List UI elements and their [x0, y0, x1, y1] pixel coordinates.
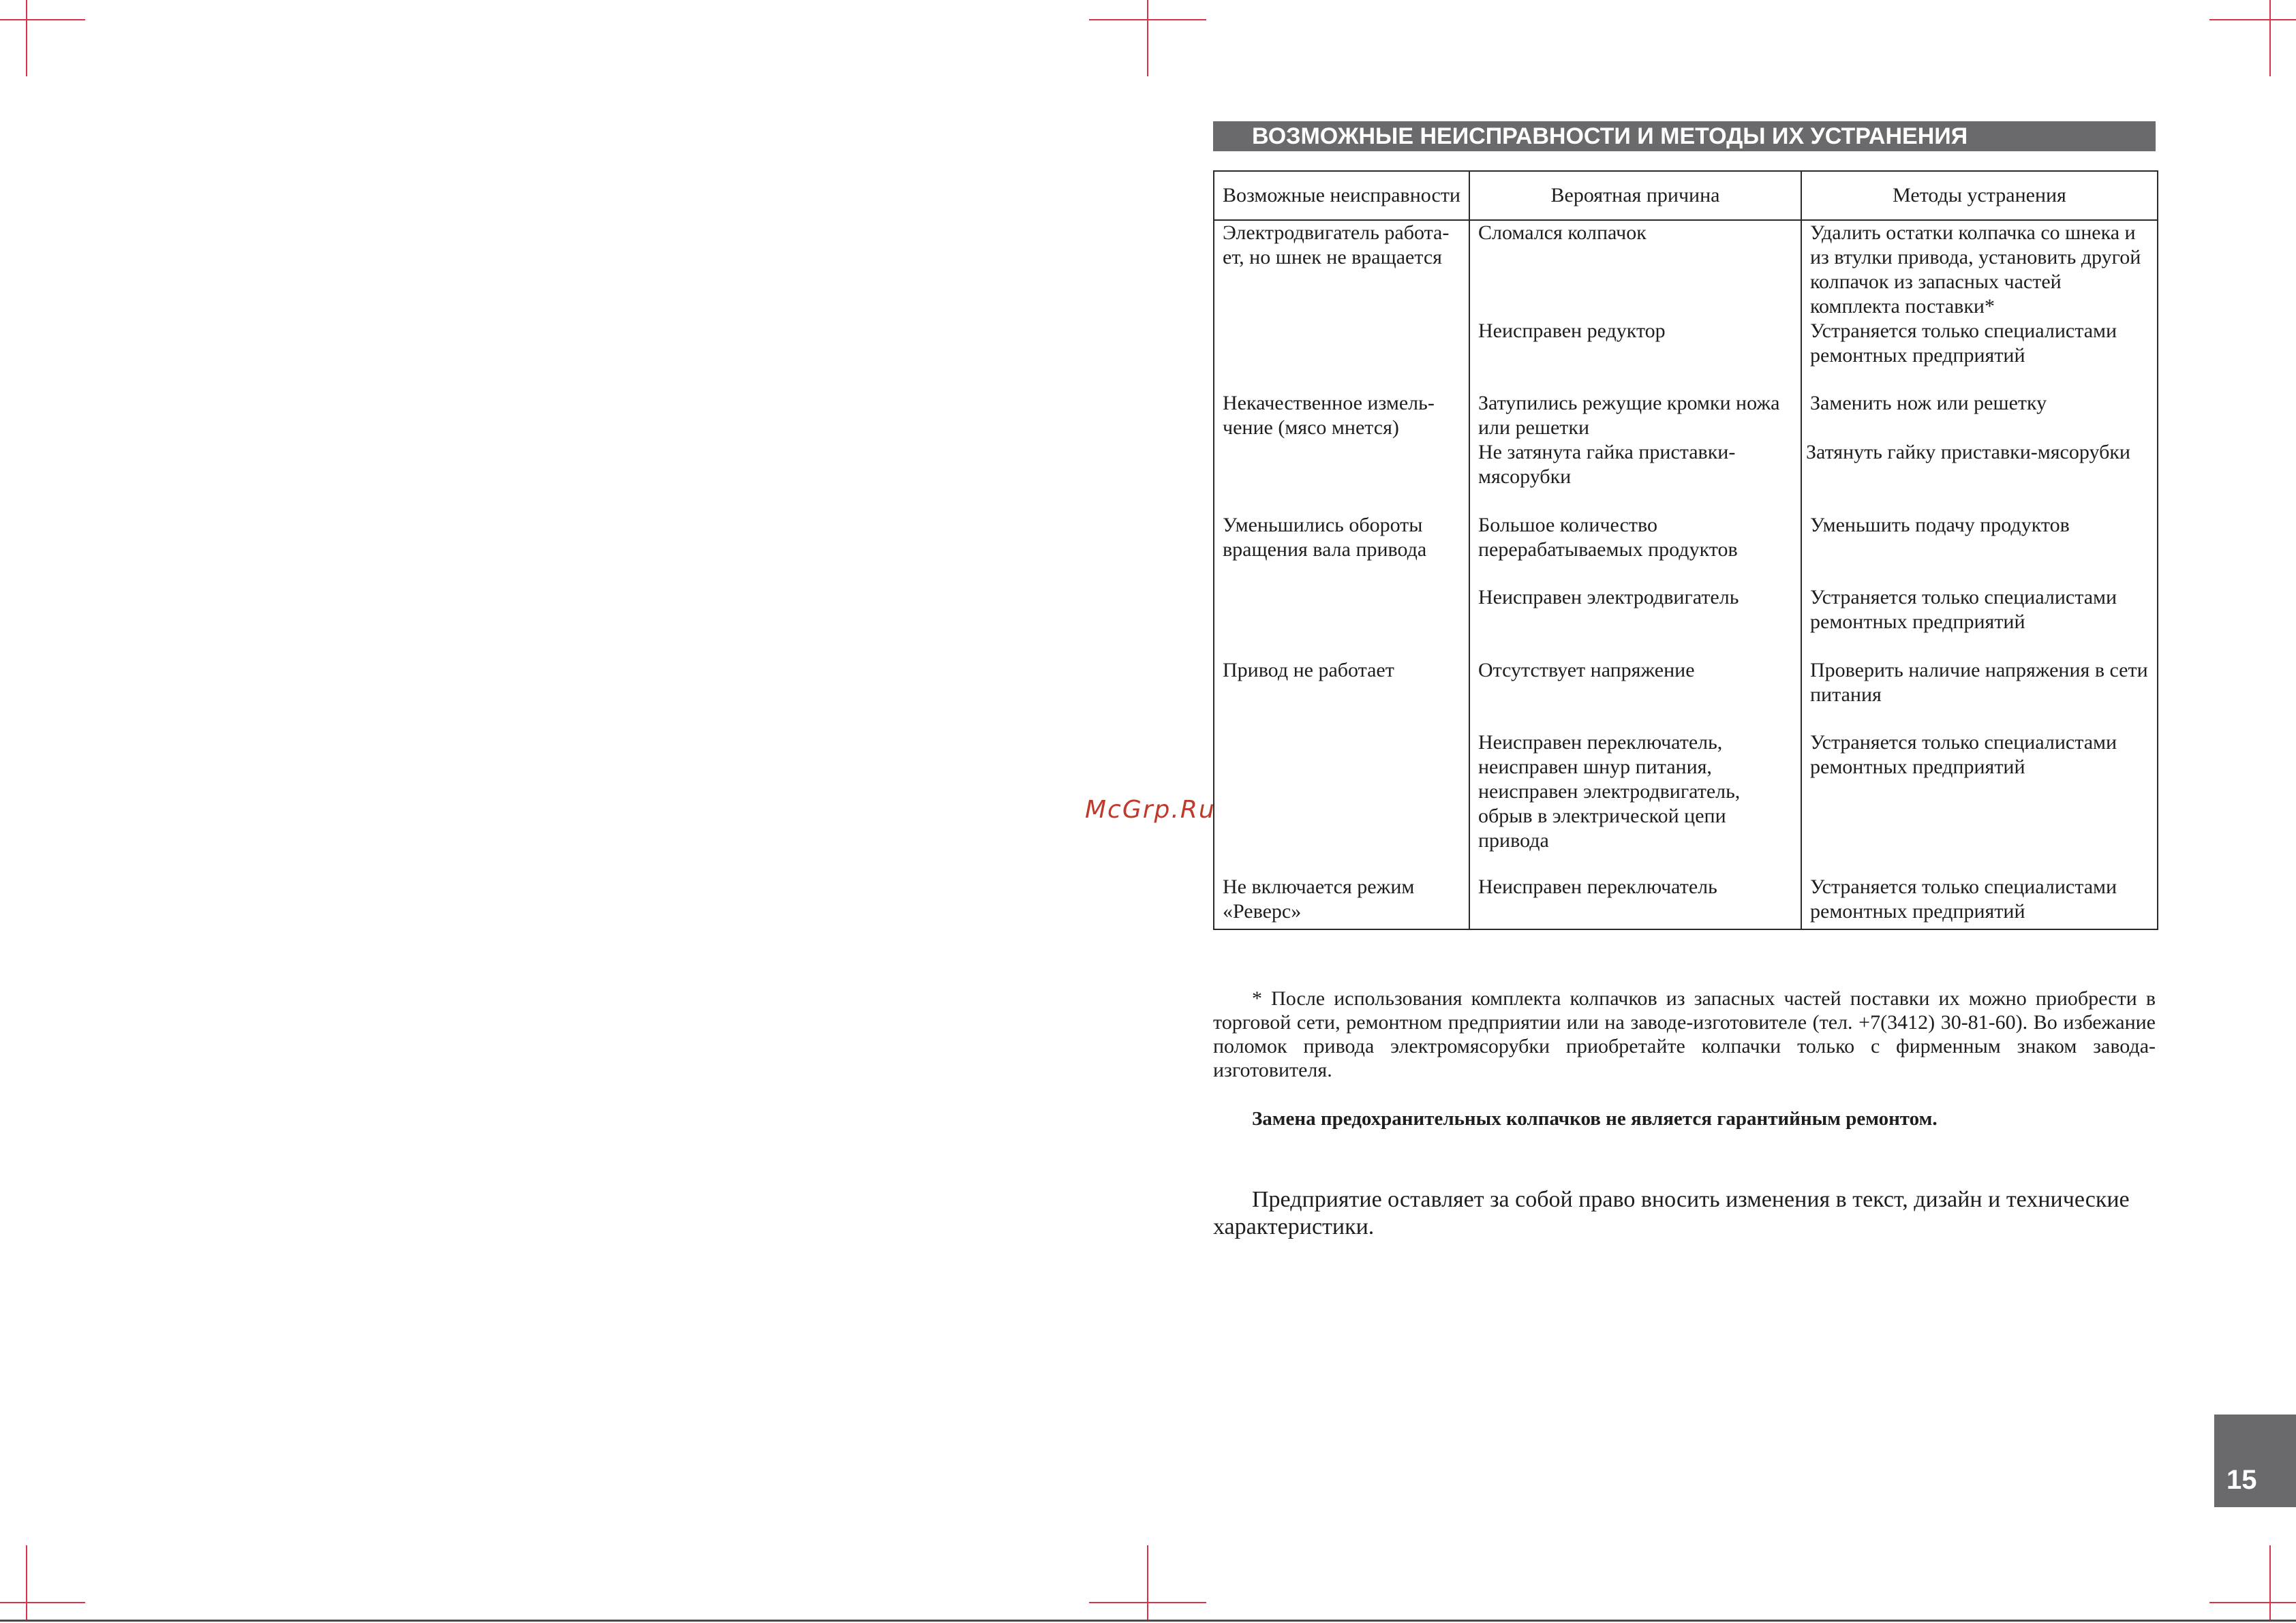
footnote: * После использования комплекта колпачков из запасных частей поставки их можно приобрести в торговой сети, ремонтном предприятии или на заводе-изготовителе (тел. +7(3412) 30-81-60). Во избежание поломок привода электромясорубки приобретайте колпачки только с фирменным знаком завода-изготовителя. — [1213, 987, 2156, 1081]
table-row — [1214, 875, 2158, 929]
cell-cause: Неисправен переключатель — [1469, 875, 1801, 929]
table-row — [1214, 658, 2158, 730]
column-header-cause: Вероятная причина — [1469, 171, 1801, 220]
cell-fault: Уменьшились обороты вращения вала привода — [1214, 513, 1469, 585]
table-header-row — [1214, 171, 2158, 220]
table-row — [1214, 220, 2158, 319]
cell-remedy: Устраняется только специалистами ремонтных предприятий — [1801, 730, 2158, 875]
cell-remedy: Проверить наличие напряжения в сети питания — [1801, 658, 2158, 730]
cell-cause: Неисправен электродвигатель — [1469, 585, 1801, 658]
cell-fault — [1214, 440, 1469, 513]
bottom-divider — [0, 1620, 2296, 1622]
cell-cause: Большое количество перерабатываемых продуктов — [1469, 513, 1801, 585]
cell-remedy: Заменить нож или решетку — [1801, 391, 2158, 440]
column-header-remedy: Методы устранения — [1801, 171, 2158, 220]
cell-fault: Электродвигатель работа-ет, но шнек не вращается — [1214, 220, 1469, 319]
cell-cause: Неисправен редуктор — [1469, 319, 1801, 391]
cell-cause: Сломался колпачок — [1469, 220, 1801, 319]
section-title: ВОЗМОЖНЫЕ НЕИСПРАВНОСТИ И МЕТОДЫ ИХ УСТРАНЕНИЯ — [1213, 121, 2156, 151]
table-row — [1214, 730, 2158, 875]
table-row — [1214, 391, 2158, 440]
column-header-fault: Возможные неисправности — [1214, 171, 1469, 220]
cell-remedy: Устраняется только специалистами ремонтных предприятий — [1801, 319, 2158, 391]
cell-remedy: Уменьшить подачу продуктов — [1801, 513, 2158, 585]
watermark: McGrp.Ru — [1085, 796, 1216, 824]
page-number: 15 — [2214, 1415, 2296, 1507]
cell-cause: Отсутствует напряжение — [1469, 658, 1801, 730]
cell-remedy: Устраняется только специалистами ремонтных предприятий — [1801, 875, 2158, 929]
table-row — [1214, 513, 2158, 585]
troubleshooting-table — [1213, 170, 2158, 930]
cell-remedy: Затянуть гайку приставки-мясорубки — [1801, 440, 2158, 513]
rights-note: Предприятие оставляет за собой право вносить изменения в текст, дизайн и технические характеристики. — [1213, 1187, 2130, 1239]
cell-cause: Затупились режущие кромки ножа или решетки — [1469, 391, 1801, 440]
warranty-note: Замена предохранительных колпачков не является гарантийным ремонтом. — [1252, 1108, 1938, 1130]
cell-cause: Не затянута гайка приставки-мясорубки — [1469, 440, 1801, 513]
cell-remedy: Устраняется только специалистами ремонтных предприятий — [1801, 585, 2158, 658]
cell-fault: Не включается режим «Реверс» — [1214, 875, 1469, 929]
cell-fault — [1214, 585, 1469, 658]
table-row — [1214, 585, 2158, 658]
cell-fault — [1214, 730, 1469, 875]
table-row — [1214, 440, 2158, 513]
cell-fault: Некачественное измель-чение (мясо мнется) — [1214, 391, 1469, 440]
cell-fault: Привод не работает — [1214, 658, 1469, 730]
cell-remedy: Удалить остатки колпачка со шнека и из втулки привода, установить другой колпачок из запасных частей комплекта поставки* — [1801, 220, 2158, 319]
cell-cause: Неисправен переключатель, неисправен шнур питания, неисправен электродвигатель, обрыв в электрической цепи привода — [1469, 730, 1801, 875]
cell-fault — [1214, 319, 1469, 391]
table-row — [1214, 319, 2158, 391]
